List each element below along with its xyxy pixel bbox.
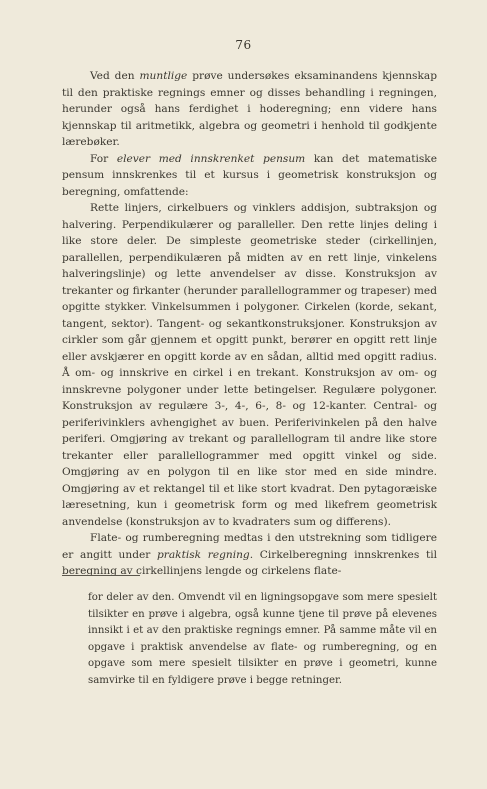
text-segment: kan det matematiske pensum innskrenkes til et kursus i geometrisk konstruksjon og beregning, omfattende: (62, 152, 437, 198)
footnote (88, 590, 437, 689)
text-segment: Rette linjers, cirkelbuers og vinklers addisjon, subtraksjon og halvering. Perpendikulærer og paralleller. Den rette linjes deling i like store deler. De simpleste geometriske steder (cirkellinjen, parallellen, perpendikulæren på midten av en rett linje, vinkelens halveringslinje) og lette anvendelser av disse. Konstruksjon av trekanter og firkanter (herunder parallellogrammer og trapeser) med opgitte stykker. Vinkelsummen i polygoner. Cirkelen (korde, sekant, tangent, sektor). Tangent- og sekantkonstruksjoner. Konstruksjon av cirkler som går gjennem et opgitt punkt, berører en opgitt rett linje eller avskjærer en opgitt korde av en sådan, alltid med opgitt radius. Å om- og innskrive en cirkel i en trekant. Konstruksjon av om- og innskrevne polygoner under lette betingelser. Regulære polygoner. Konstruksjon av regulære 3-, 4-, 6-, 8- og 12-kanter. Central- og periferivinklers avhengighet av buen. Periferivinkelen på den halve periferi. Omgjøring av trekant og parallellogram til andre like store trekanter eller parallellogrammer med opgitt vinkel og side. Omgjøring av en polygon til en like stor med en side mindre. Omgjøring av et rektangel til et like stort kvadrat. Den pytagoræiske læresetning, kun i geometrisk form og med likefrem geometrisk anvendelse (konstruksjon av to kvadraters sum og differens). (62, 202, 437, 528)
text-segment: . Cirkelberegning innskrenkes til beregning av cirkellinjens lengde og cirkelens flate- (62, 548, 437, 577)
footnote-rule (62, 575, 140, 576)
italic-phrase: muntlige (139, 70, 188, 82)
italic-phrase: praktisk regning (157, 548, 250, 561)
paragraph (62, 200, 437, 530)
paragraph (62, 151, 437, 201)
text-segment: prøve undersøkes eksaminandens kjennskap til den praktiske regnings emner og disses behandling i regningen, herunder også hans ferdighet i hoderegning; enn videre hans kjennskap til aritmetikk, algebra og geometri i henhold til godkjente lærebøker. (62, 70, 437, 148)
page-number: 76 (235, 38, 252, 52)
body-text (62, 68, 437, 580)
text-segment: Ved den (90, 70, 140, 82)
paragraph (62, 530, 437, 580)
text-segment: For (90, 152, 117, 165)
italic-phrase: elever med innskrenket pensum (116, 152, 306, 165)
paragraph (62, 68, 437, 151)
footnote-text: for deler av den. Omvendt vil en ligningsopgave som mere spesielt tilsikter en prøve i algebra, også kunne tjene til prøve på elevenes innsikt i et av den praktiske regnings emner. På samme måte vil en opgave i praktisk anvendelse av flate- og rumberegning, og en opgave som mere spesielt tilsikter en prøve i geometri, kunne samvirke til en fyldigere prøve i begge retninger. (88, 592, 437, 686)
text-segment: Flate- og rumberegning medtas i den utstrekning som tidligere er angitt under (62, 532, 437, 561)
